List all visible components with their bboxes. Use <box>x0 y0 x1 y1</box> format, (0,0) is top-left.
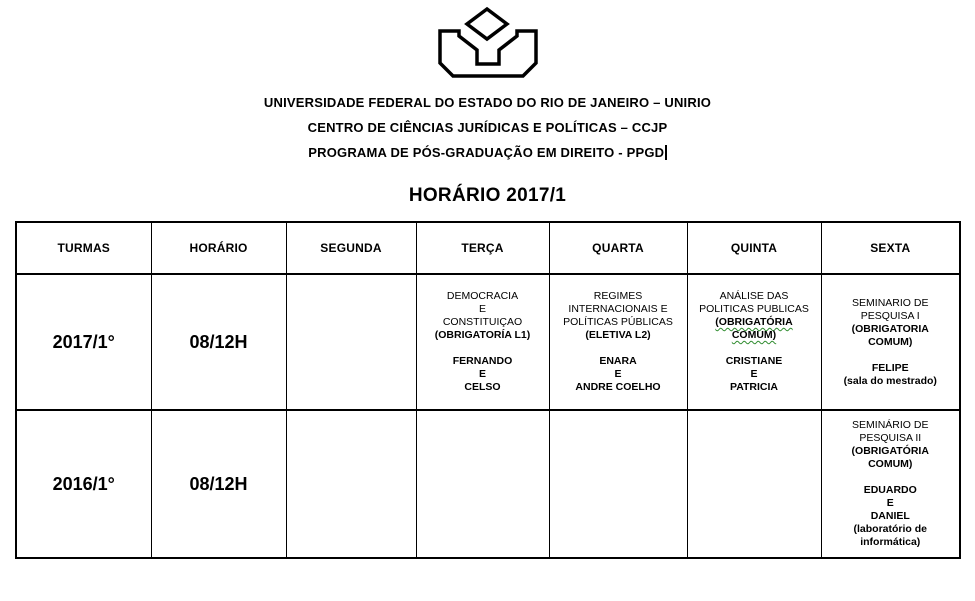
org-header <box>0 90 975 165</box>
col-header-terca: TERÇA <box>416 222 549 274</box>
course-type: (OBRIGATORIA COMUM) <box>851 322 929 348</box>
cell-2017-terca <box>416 274 549 410</box>
professors: FERNANDO E CELSO <box>452 355 513 393</box>
center-name: CENTRO DE CIÊNCIAS JURÍDICAS E POLÍTICAS – CCJP <box>307 120 668 135</box>
table-row-2017-1 <box>16 274 960 410</box>
course-name: REGIMES INTERNACIONAIS E POLÍTICAS PÚBLICAS <box>563 290 673 328</box>
cell-2017-segunda <box>286 274 416 410</box>
course-name: SEMINÁRIO DE PESQUISA II <box>852 419 929 444</box>
university-name: UNIVERSIDADE FEDERAL DO ESTADO DO RIO DE JANEIRO – UNIRIO <box>263 95 712 110</box>
page-title: HORÁRIO 2017/1 <box>408 185 567 206</box>
course-type: (OBRIGATÓRIA COMUM) <box>851 445 929 470</box>
unirio-logo-icon <box>437 6 539 80</box>
course-type-spellcheck: (OBRIGATÓRIA COMUM) <box>715 316 793 341</box>
course-type: (ELETIVA L2) <box>585 329 651 341</box>
col-header-sexta: SEXTA <box>821 222 960 274</box>
cell-2017-quinta <box>687 274 821 410</box>
turma-2016-1: 2016/1° <box>16 410 151 558</box>
turma-2017-1: 2017/1° <box>16 274 151 410</box>
col-header-horario: HORÁRIO <box>151 222 286 274</box>
cell-2017-quarta <box>549 274 687 410</box>
cell-2017-sexta <box>821 274 960 410</box>
horario-2017-1: 08/12H <box>151 274 286 410</box>
cell-2016-sexta <box>821 410 960 558</box>
col-header-quarta: QUARTA <box>549 222 687 274</box>
horario-2016-1: 08/12H <box>151 410 286 558</box>
professors: EDUARDO E DANIEL (laboratório de informática) <box>853 484 927 548</box>
course-name: SEMINARIO DE PESQUISA I <box>852 296 929 322</box>
cell-2016-quinta <box>687 410 821 558</box>
header-row <box>16 222 960 274</box>
course-type: (OBRIGATORÍA L1) <box>434 329 531 341</box>
professors: FELIPE (sala do mestrado) <box>843 361 937 387</box>
text-cursor <box>665 145 667 160</box>
professors: ENARA E ANDRE COELHO <box>575 355 661 393</box>
professors: CRISTIANE E PATRICIA <box>725 355 783 393</box>
col-header-turmas: TURMAS <box>16 222 151 274</box>
schedule-table <box>15 221 961 559</box>
col-header-segunda: SEGUNDA <box>286 222 416 274</box>
course-name: DEMOCRACIA E CONSTITUIÇAO <box>442 290 523 328</box>
program-name: PROGRAMA DE PÓS-GRADUAÇÃO EM DIREITO - PPGD <box>0 140 975 165</box>
cell-2016-terca <box>416 410 549 558</box>
cell-2016-quarta <box>549 410 687 558</box>
cell-2016-segunda <box>286 410 416 558</box>
course-name: ANÁLISE DAS POLITICAS PUBLICAS <box>699 290 809 315</box>
col-header-quinta: QUINTA <box>687 222 821 274</box>
table-row-2016-1 <box>16 410 960 558</box>
